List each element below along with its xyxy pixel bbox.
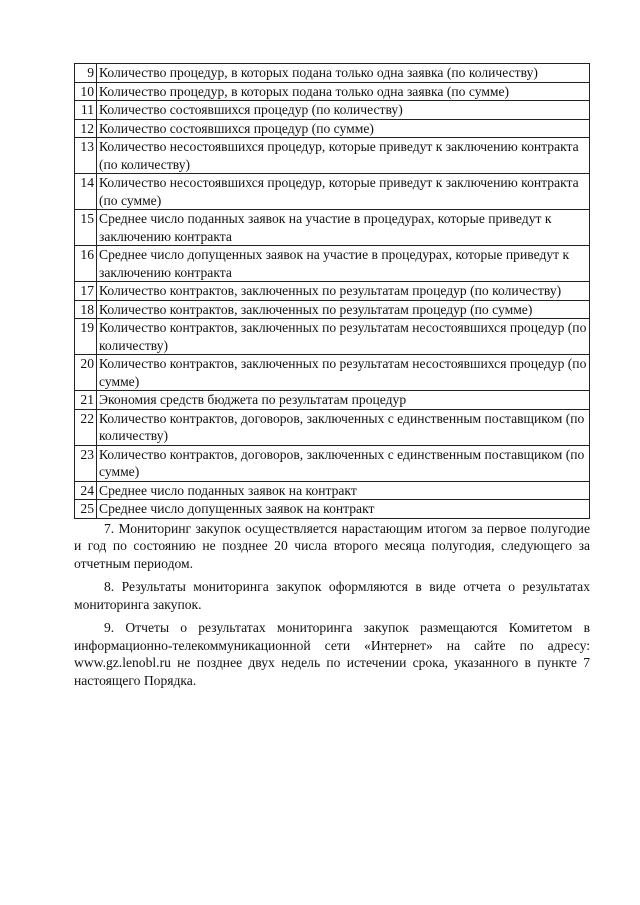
row-number: 22 — [75, 409, 97, 445]
row-text: Количество процедур, в которых подана только одна заявка (по количеству) — [97, 64, 590, 83]
table-row — [75, 300, 590, 319]
table-row — [75, 138, 590, 174]
row-text: Количество контрактов, договоров, заключенных с единственным поставщиком (по количеству) — [97, 409, 590, 445]
table-row — [75, 445, 590, 481]
table-row — [75, 101, 590, 120]
table-row — [75, 174, 590, 210]
table-row — [75, 319, 590, 355]
row-number: 10 — [75, 82, 97, 101]
row-text: Среднее число допущенных заявок на контракт — [97, 500, 590, 519]
table-row — [75, 391, 590, 410]
table-row — [75, 64, 590, 83]
table-row — [75, 500, 590, 519]
row-number: 15 — [75, 210, 97, 246]
row-text: Количество процедур, в которых подана только одна заявка (по сумме) — [97, 82, 590, 101]
row-text: Количество несостоявшихся процедур, которые приведут к заключению контракта (по количеству) — [97, 138, 590, 174]
row-number: 25 — [75, 500, 97, 519]
paragraph-9: 9. Отчеты о результатах мониторинга закупок размещаются Комитетом в информационно-телекоммуникационной сети «Интернет» на сайте по адресу: www.gz.lenobl.ru не позднее двух недель по истечении срока, указанного в пункте 7 настоящего Порядка. — [74, 620, 590, 688]
row-number: 18 — [75, 300, 97, 319]
row-text: Количество контрактов, заключенных по результатам несостоявшихся процедур (по количеству) — [97, 319, 590, 355]
table-row — [75, 119, 590, 138]
row-number: 24 — [75, 481, 97, 500]
row-text: Количество контрактов, заключенных по результатам процедур (по сумме) — [97, 300, 590, 319]
row-number: 20 — [75, 355, 97, 391]
row-text: Количество состоявшихся процедур (по количеству) — [97, 101, 590, 120]
table-row — [75, 355, 590, 391]
table-row — [75, 82, 590, 101]
row-text: Экономия средств бюджета по результатам процедур — [97, 391, 590, 410]
row-number: 14 — [75, 174, 97, 210]
row-text: Количество контрактов, заключенных по результатам несостоявшихся процедур (по сумме) — [97, 355, 590, 391]
row-number: 13 — [75, 138, 97, 174]
row-text: Среднее число допущенных заявок на участие в процедурах, которые приведут к заключению контракта — [97, 246, 590, 282]
table-row — [75, 409, 590, 445]
paragraph-8: 8. Результаты мониторинга закупок оформляются в виде отчета о результатах мониторинга закупок. — [74, 579, 590, 612]
table-row — [75, 282, 590, 301]
paragraph-7: 7. Мониторинг закупок осуществляется нарастающим итогом за первое полугодие и год по состоянию не позднее 20 числа второго месяца полугодия, следующего за отчетным периодом. — [74, 520, 590, 571]
table-row — [75, 210, 590, 246]
row-number: 12 — [75, 119, 97, 138]
row-number: 23 — [75, 445, 97, 481]
row-text: Среднее число поданных заявок на участие в процедурах, которые приведут к заключению контракта — [97, 210, 590, 246]
table-row — [75, 246, 590, 282]
row-number: 21 — [75, 391, 97, 410]
row-number: 11 — [75, 101, 97, 120]
indicators-table — [74, 63, 590, 519]
row-text: Количество контрактов, договоров, заключенных с единственным поставщиком (по сумме) — [97, 445, 590, 481]
document-page — [74, 63, 590, 695]
row-number: 17 — [75, 282, 97, 301]
row-number: 19 — [75, 319, 97, 355]
table-row — [75, 481, 590, 500]
document-body — [74, 520, 590, 690]
indicators-table-body — [75, 64, 590, 519]
row-number: 9 — [75, 64, 97, 83]
row-text: Среднее число поданных заявок на контракт — [97, 481, 590, 500]
row-text: Количество состоявшихся процедур (по сумме) — [97, 119, 590, 138]
row-number: 16 — [75, 246, 97, 282]
row-text: Количество контрактов, заключенных по результатам процедур (по количеству) — [97, 282, 590, 301]
row-text: Количество несостоявшихся процедур, которые приведут к заключению контракта (по сумме) — [97, 174, 590, 210]
